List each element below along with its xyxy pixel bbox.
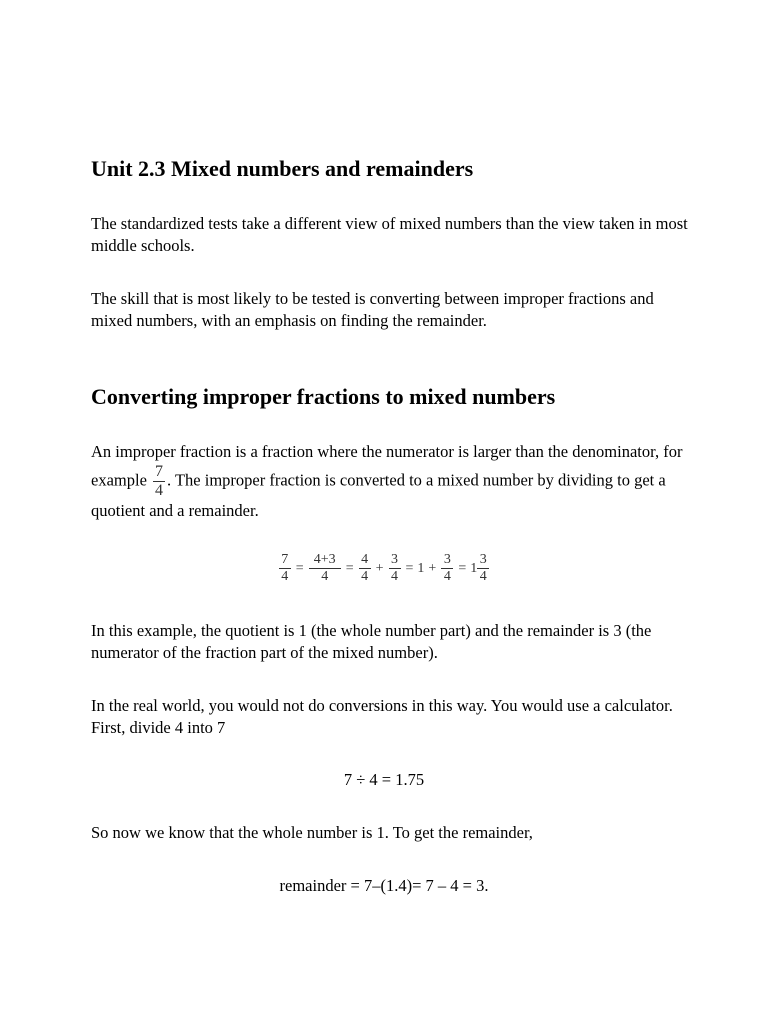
denominator: 4 bbox=[321, 569, 329, 584]
example-fraction bbox=[153, 463, 165, 500]
improper-text-before: An improper fraction is a fraction where the numerator is larger than the denominator, for example bbox=[91, 442, 683, 490]
whole-number-paragraph: So now we know that the whole number is 1. To get the remainder, bbox=[91, 823, 533, 842]
numerator: 3 bbox=[391, 552, 398, 567]
example-fraction-numerator: 7 bbox=[155, 463, 164, 480]
improper-paragraph bbox=[91, 441, 691, 522]
eq-fraction-2 bbox=[309, 552, 341, 585]
remainder-equation: remainder = 7–(1.4)= 7 – 4 = 3. bbox=[279, 876, 489, 895]
explanation-paragraph: In this example, the quotient is 1 (the whole number part) and the remainder is 3 (the numerator of the fraction part of the mixed number). bbox=[91, 621, 652, 662]
denominator: 4 bbox=[479, 569, 487, 584]
denominator: 4 bbox=[281, 569, 289, 584]
division-equation: 7 ÷ 4 = 1.75 bbox=[343, 770, 425, 789]
equals-sign: = bbox=[295, 560, 304, 576]
plus-sign: + bbox=[428, 560, 437, 576]
plus-sign: + bbox=[375, 560, 384, 576]
whole-number: 1 bbox=[470, 560, 478, 576]
eq-fraction-6 bbox=[477, 552, 489, 585]
eq-fraction-1 bbox=[279, 552, 291, 585]
example-fraction-denominator: 4 bbox=[155, 482, 164, 499]
eq-fraction-3 bbox=[359, 552, 371, 585]
numerator: 4+3 bbox=[313, 552, 336, 567]
unit-title: Unit 2.3 Mixed numbers and remainders bbox=[91, 156, 474, 181]
denominator: 4 bbox=[443, 569, 451, 584]
improper-text-after: . The improper fraction is converted to a mixed number by dividing to get a quotient and a remainder. bbox=[91, 470, 666, 520]
numerator: 3 bbox=[479, 552, 487, 567]
section-title: Converting improper fractions to mixed numbers bbox=[91, 384, 556, 409]
eq-fraction-4 bbox=[389, 552, 401, 585]
numerator: 3 bbox=[443, 552, 451, 567]
numerator: 7 bbox=[281, 552, 289, 567]
whole-number: 1 bbox=[417, 560, 425, 576]
denominator: 4 bbox=[361, 569, 369, 584]
denominator: 4 bbox=[391, 569, 398, 584]
equals-sign: = bbox=[345, 560, 354, 576]
conversion-equation bbox=[0, 552, 768, 585]
equals-sign: = bbox=[405, 560, 414, 576]
intro-paragraph-2: The skill that is most likely to be tested is converting between improper fractions and mixed numbers, with an emphasis on finding the remainder. bbox=[91, 289, 654, 330]
equals-sign: = bbox=[458, 560, 467, 576]
numerator: 4 bbox=[361, 552, 369, 567]
intro-paragraph-1: The standardized tests take a different view of mixed numbers than the view taken in most middle schools. bbox=[91, 214, 688, 255]
eq-fraction-5 bbox=[441, 552, 453, 585]
real-world-paragraph: In the real world, you would not do conversions in this way. You would use a calculator. First, divide 4 into 7 bbox=[91, 696, 673, 737]
